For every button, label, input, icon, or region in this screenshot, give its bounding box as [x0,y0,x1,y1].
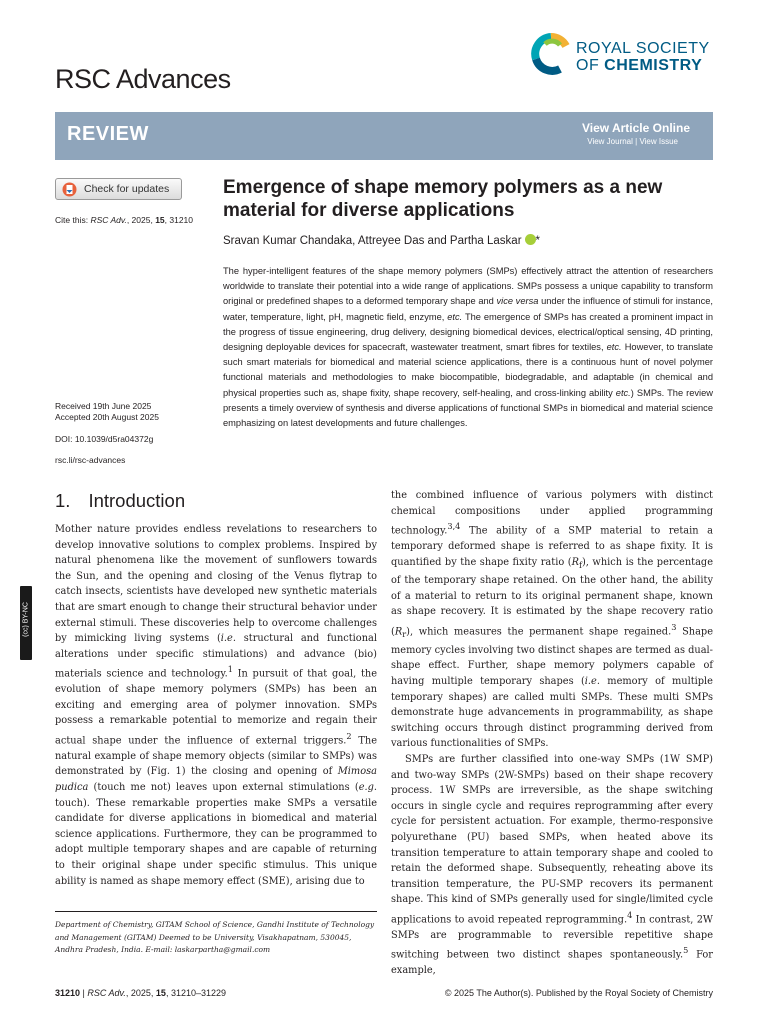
paragraph: Mother nature provides endless revelations to researchers to develop innovative solutions to complex problems. Inspired by natural phenomena like the movement of sunflowers towards the Sun, and the opening and closing of the Venus flytrap to catch insects, scientists have developed new synthetic materials that are smart enough to change their structural behavior under external stimuli. These discoveries help to overcome challenges by mimicking living systems (i.e. structural and functional alterations under specific stimulations) and advance (bio) materials science and technology.$^1$ In pursuit of that goal, the evolution of shape memory polymers (SMPs) has been an exciting and emerging area of polymer innovation. SMPs possess a remarkable potential to memorize and regain their actual shape under the influence of external triggers.$^2$ The natural example of shape memory objects (similar to SMPs) was demonstrated by (Fig. 1) the closing and opening of Mimosa pudica (touch me not) leaves upon external stimulations (e.g. touch). These remarkable properties make SMPs a versatile candidate for diverse applications in biomedical and material science applications. Furthermore, they can be programmed to adopt multiple temporary shapes and are capable of returning to their original shape under specific stimulus. This unique ability is named as shape memory effect (SME), arising due to [55,524,377,887]
footer-citation: 31210 | RSC Adv., 2025, 15, 31210–31229 [55,988,226,998]
rsc-logo-icon [530,32,572,76]
received-date: Received 19th June 2025 [55,401,152,411]
paragraph: the combined influence of various polymers with distinct chemical compositions under applied programming technology.$^{3,4}$ The ability of a SMP material to retain a temporary deformed shape is referred to as shape fixity. It is quantified by the shape fixity ratio $(R_f)$, which is the percentage of the temporary shape retained. On the other hand, the ability of a material to return to its original permanent shape, known as shape recovery. It is estimated by the shape recovery ratio $(R_r)$, which measures the permanent shape regained.$^3$ Shape memory cycles involving two distinct shapes are termed as dual-shape effect. Further, shape memory polymers capable of having multiple temporary shapes (i.e. memory of multiple temporary shapes) are called multi SMPs. These multi SMPs demonstrate huge advancements in programmability, as shape switching occurs through distinct programming derived from various functionalities of SMPs. [391,490,714,750]
accepted-date: Accepted 20th August 2025 [55,412,159,422]
section-heading: 1. Introduction [55,490,186,511]
abstract: The hyper-intelligent features of the shape memory polymers (SMPs) effectively attract the attention of researchers worldwide to translate their potential into a wide range of applications. SMPs possess a unique capability to transform original or predefined shapes to a deformed temporary shape and vice versa under the influence of stimuli for instance, water, temperature, light, pH, magnetic field, enzyme, etc. The emergence of SMPs has created a prominent impact in the progress of tissue engineering, drug delivery, designing biomedical devices, electrical/optical sensing, 4D printing, designing deployable devices for spacecraft, wastewater treatment, smart fibres for textiles, etc. However, to translate such smart materials for biomedical and material science applications, there is a continuous hunt of novel polymer functional materials and methodologies to make biocompatible, biodegradable, and adaptable (in chemical and physical properties such as, shape fixity, shape recovery, self-healing, and cross-linking ability etc.) SMPs. The review presents a timely overview of synthesis and diverse applications of functional SMPs in biomedical and material science emphasizing on latest developments and future challenges. [223,266,714,429]
body-column-right [391,488,713,979]
orcid-icon[interactable] [525,234,536,245]
view-links [587,137,678,146]
cc-license-badge[interactable]: (cc) BY-NC [20,586,32,660]
article-type-label: REVIEW [67,123,149,145]
footnote-divider [55,911,377,912]
rsc-logo[interactable] [530,32,720,84]
authors: Sravan Kumar Chandaka, Attreyee Das and Partha Laskar * [223,235,541,247]
paragraph: SMPs are further classified into one-way SMPs (1W SMP) and two-way SMPs (2W-SMPs) based on their shape recovery process. 1W SMPs are irreversible, as the shape switching occurs in single cycle and requires reprogramming after every cycle for persistent actuation. For example, thermo-responsive polyurethane (PU) based SMPs, when heated above its transition temperature to attain temporary shape and cooled to retain the deformed shape. Subsequently, reheating above its transition temperature, the PU-SMP recovers its permanent shape. This kind of SMPs generally used for single/limited cycle applications to avoid repeated reprogramming.$^4$ In contrast, 2W SMPs are programmable to reversible repetitive shape switching between two distinct shapes spontaneously.$^5$ For example, [391,753,714,977]
doi[interactable]: DOI: 10.1039/d5ra04372g [55,434,154,444]
footer-copyright: © 2025 The Author(s). Published by the Royal Society of Chemistry [444,988,713,998]
journal-short-link[interactable]: rsc.li/rsc-advances [55,455,126,465]
publisher-name-line2: OF CHEMISTRY [576,57,703,74]
citation: Cite this: RSC Adv., 2025, 15, 31210 [55,215,194,225]
article-type-banner [55,112,713,160]
view-article-online-link[interactable]: View Article Online [581,121,690,135]
body-column-left [55,522,377,889]
article-title: Emergence of shape memory polymers as a new material for diverse applications [223,177,663,221]
check-updates-icon [62,182,77,197]
check-updates-label: Check for updates [84,183,170,195]
view-journal-link[interactable]: View Journal [587,137,633,146]
journal-title: RSC Advances [55,64,231,94]
view-issue-link[interactable]: View Issue [639,137,678,146]
publisher-name-line1: ROYAL SOCIETY [576,40,710,57]
affiliation-footnote: Department of Chemistry, GITAM School of Science, Gandhi Institute of Technology and Management (GITAM) Deemed to be University, Visakhapatnam, 530045, Andhra Pradesh, India. E-mail: laskarpartha@gmail.com [55,920,375,954]
link-separator: | [635,137,638,146]
check-for-updates-button[interactable] [55,178,182,200]
